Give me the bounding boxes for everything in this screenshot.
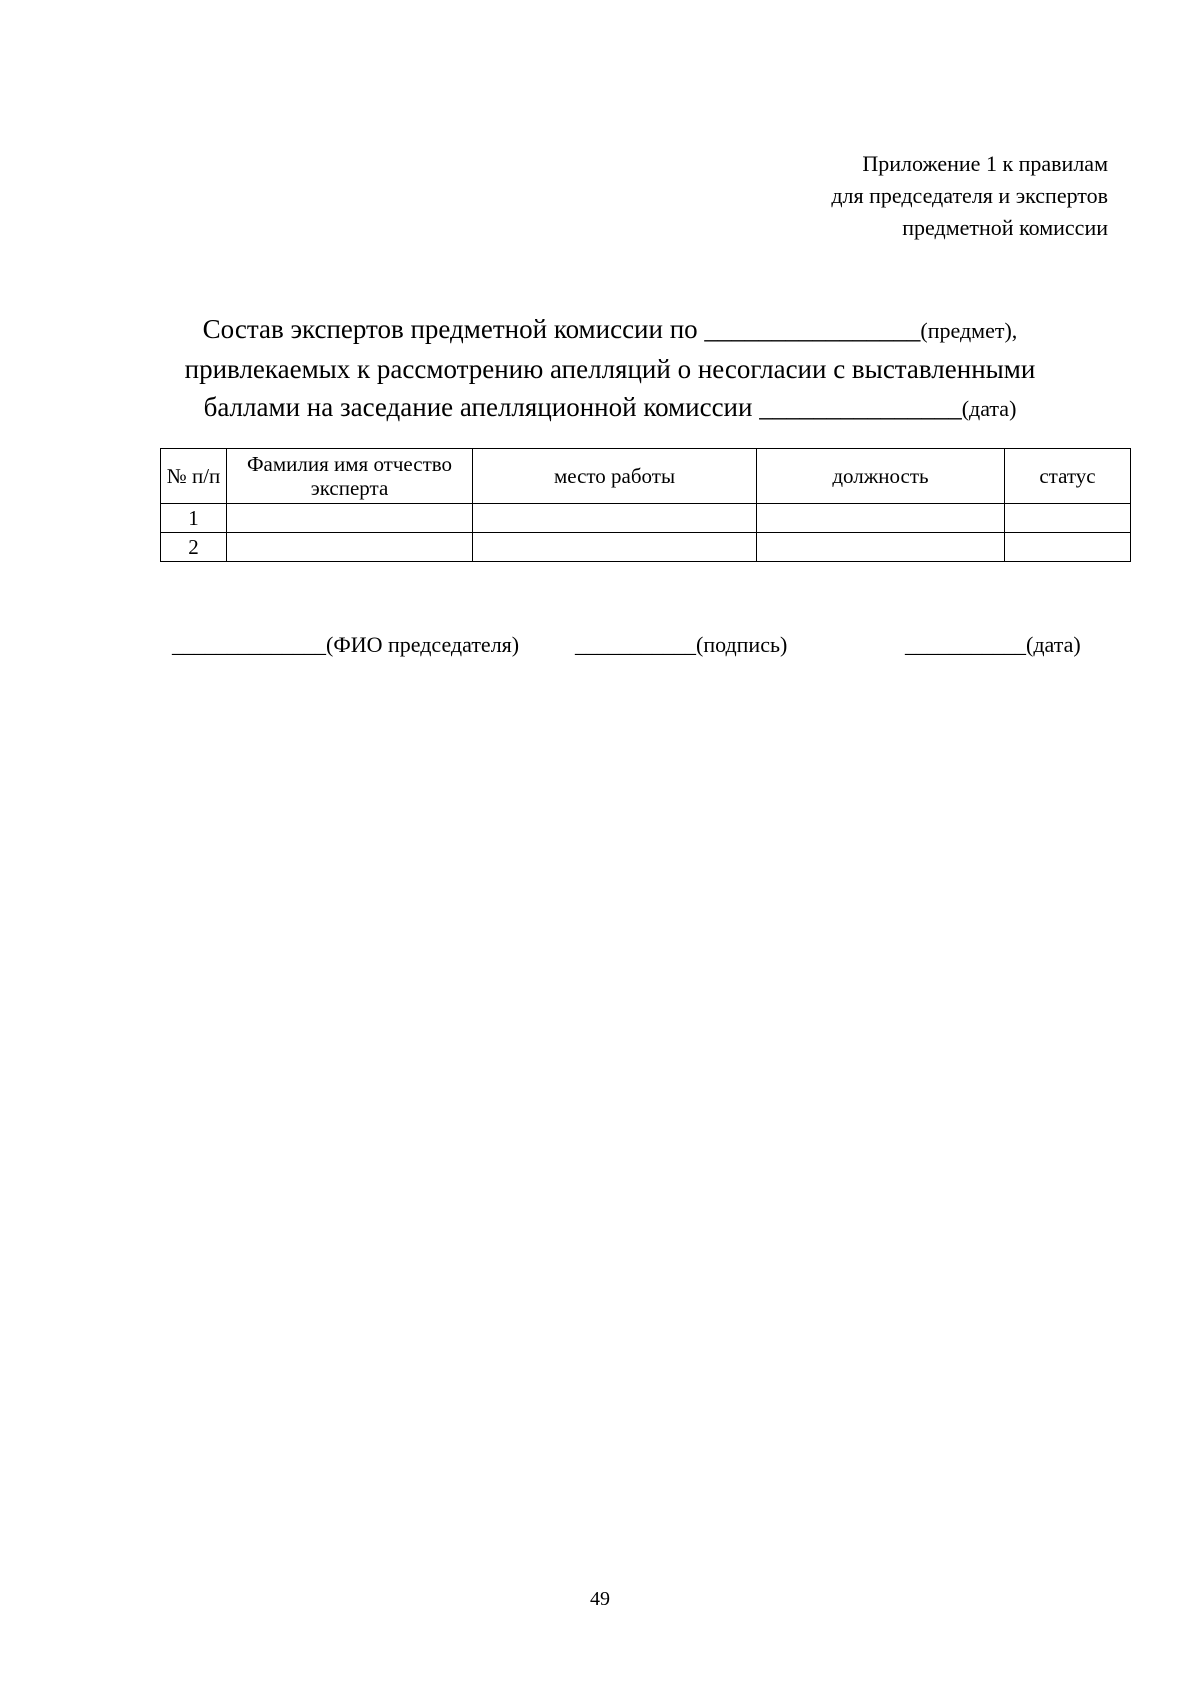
page-number: 49 bbox=[590, 1588, 610, 1610]
experts-table bbox=[160, 448, 1131, 562]
cell-workplace bbox=[473, 504, 757, 533]
header-number: № п/п bbox=[161, 449, 227, 504]
title-line-1 bbox=[140, 310, 1080, 350]
chair-name-field: ______________(ФИО председателя) bbox=[172, 632, 520, 657]
signature-field: ___________(подпись) bbox=[575, 632, 788, 657]
cell-number: 2 bbox=[161, 533, 227, 562]
table-row bbox=[161, 504, 1131, 533]
header-position: должность bbox=[757, 449, 1005, 504]
table-row bbox=[161, 533, 1131, 562]
header-workplace: место работы bbox=[473, 449, 757, 504]
title-line-3-text: баллами на заседание апелляционной комиссии _______________ bbox=[203, 392, 962, 422]
title-line-2: привлекаемых к рассмотрению апелляций о несогласии с выставленными bbox=[184, 354, 1036, 384]
cell-position bbox=[757, 533, 1005, 562]
date-field: ___________(дата) bbox=[905, 632, 1081, 657]
title-line-1-text: Состав экспертов предметной комиссии по ________________ bbox=[202, 314, 921, 344]
table-header-row bbox=[161, 449, 1131, 504]
document-title bbox=[140, 310, 1080, 428]
title-line-3-suffix: (дата) bbox=[961, 396, 1017, 421]
cell-workplace bbox=[473, 533, 757, 562]
cell-number: 1 bbox=[161, 504, 227, 533]
cell-full-name bbox=[227, 533, 473, 562]
title-line-3 bbox=[140, 388, 1080, 428]
cell-full-name bbox=[227, 504, 473, 533]
appendix-line-1: Приложение 1 к правилам bbox=[862, 151, 1108, 176]
cell-position bbox=[757, 504, 1005, 533]
header-status: статус bbox=[1005, 449, 1131, 504]
appendix-note bbox=[831, 148, 1108, 244]
cell-status bbox=[1005, 533, 1131, 562]
appendix-line-3: предметной комиссии bbox=[902, 215, 1108, 240]
title-line-1-suffix: (предмет), bbox=[920, 318, 1018, 343]
cell-status bbox=[1005, 504, 1131, 533]
header-full-name: Фамилия имя отчество эксперта bbox=[227, 449, 473, 504]
appendix-line-2: для председателя и экспертов bbox=[831, 183, 1108, 208]
